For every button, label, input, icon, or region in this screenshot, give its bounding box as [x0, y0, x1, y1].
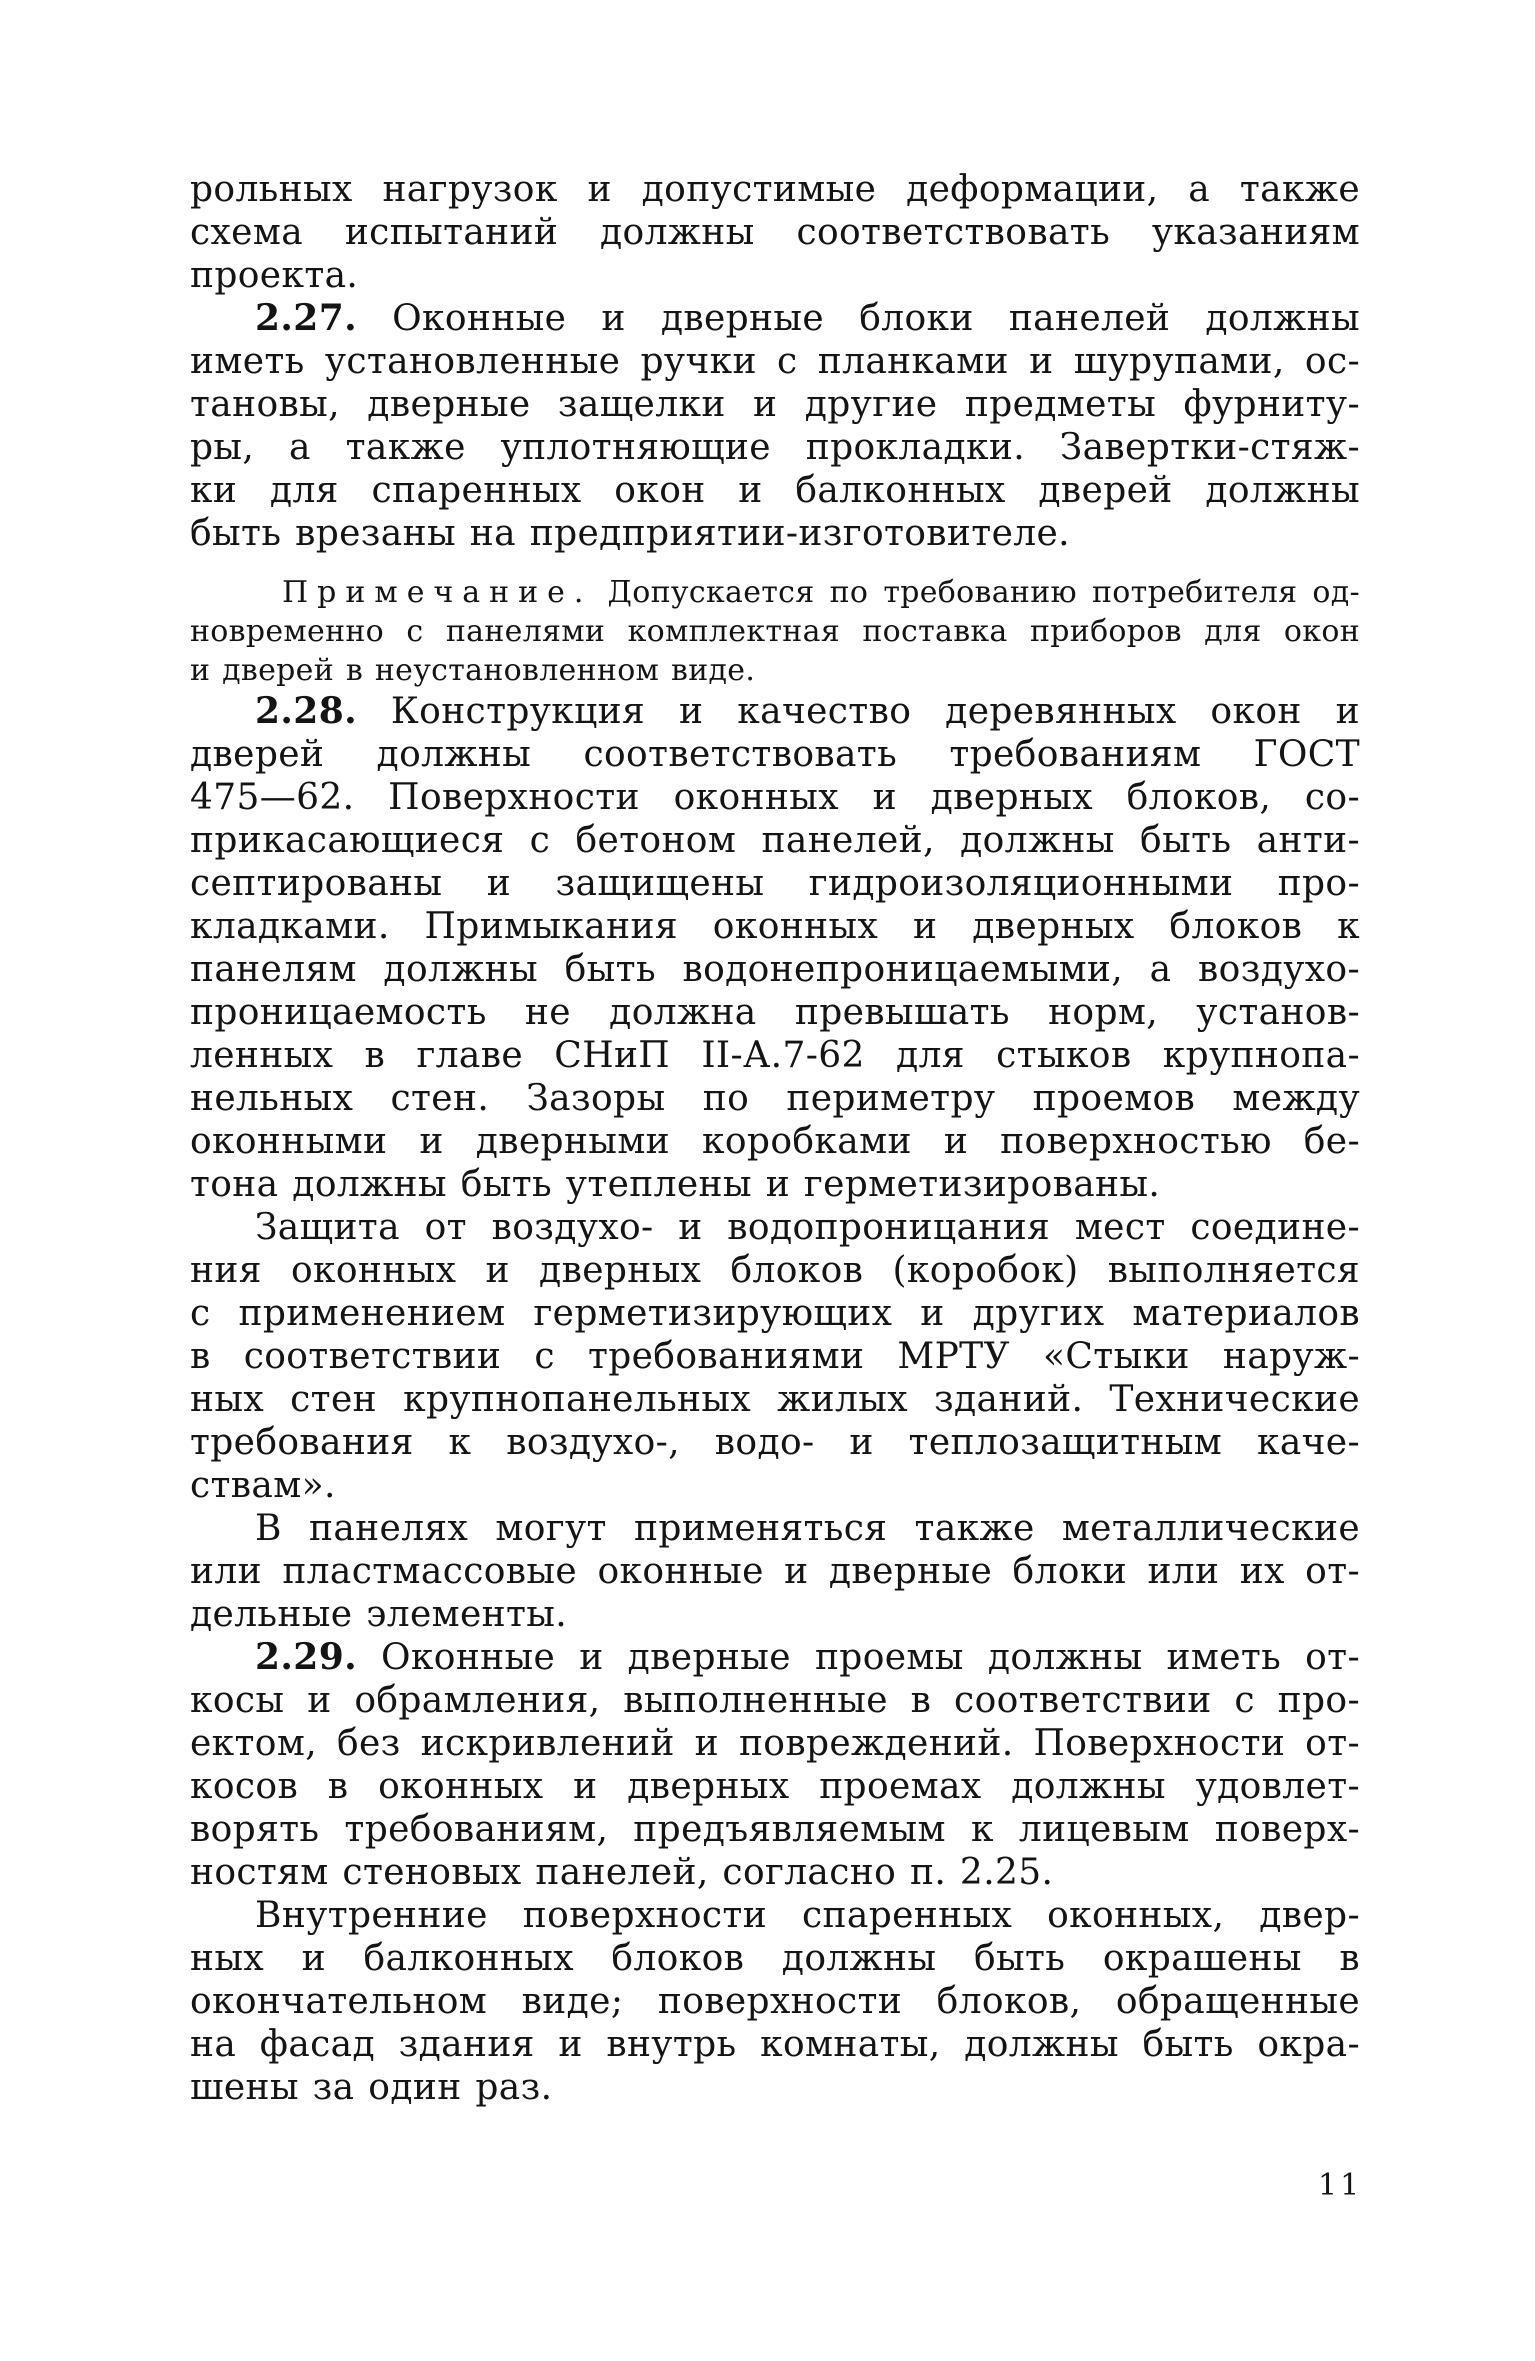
text-line: косы и обрамления, выполненные в соответствии с про- [190, 1680, 1360, 1721]
text-line: 2.29. Оконные и дверные проемы должны иметь от- [255, 1636, 1360, 1678]
text-line: ных стен крупнопанельных жилых зданий. Технические [190, 1379, 1360, 1420]
paragraph-lead: 2.28. [255, 690, 358, 732]
text-line: рольных нагрузок и допустимые деформации, а также [190, 169, 1360, 210]
text-line: 2.27. Оконные и дверные блоки панелей должны [255, 297, 1360, 339]
text-line: требования к воздухо-, водо- и теплозащитным каче- [190, 1422, 1360, 1463]
body-paragraph [190, 1206, 1360, 1507]
text-line: ния оконных и дверных блоков (коробок) выполняется [190, 1250, 1360, 1291]
text-line: ектом, без искривлений и повреждений. Поверхности от- [190, 1723, 1360, 1764]
page-number: 11 [1318, 2168, 1363, 2203]
paragraph-lead: 2.27. [255, 297, 358, 339]
text-line: 475—62. Поверхности оконных и дверных блоков, со- [190, 777, 1360, 818]
text-line: ворять требованиям, предъявляемым к лицевым поверх- [190, 1809, 1360, 1850]
text-line: прикасающиеся с бетоном панелей, должны быть анти- [190, 820, 1360, 861]
text-line: в соответствии с требованиями МРТУ «Стыки наруж- [190, 1336, 1360, 1377]
text-line: косов в оконных и дверных проемах должны удовлет- [190, 1766, 1360, 1807]
body-paragraph [190, 1894, 1360, 2109]
text-block [190, 168, 1360, 2109]
text-line: тона должны быть утеплены и герметизированы. [190, 1164, 1161, 1205]
text-line: ных и балконных блоков должны быть окрашены в [190, 1938, 1360, 1979]
text-line: В панелях могут применяться также металлические [255, 1508, 1360, 1549]
text-line: кладками. Примыкания оконных и дверных блоков к [190, 906, 1360, 947]
note-paragraph [190, 573, 1360, 690]
body-paragraph [190, 168, 1360, 297]
text-line: ностям стеновых панелей, согласно п. 2.25. [190, 1852, 1054, 1893]
text-line: Внутренние поверхности спаренных оконных, двер- [255, 1895, 1360, 1936]
text-line: Примечание. Допускается по требованию потребителя од- [282, 575, 1360, 610]
text-line: дверей должны соответствовать требованиям ГОСТ [190, 734, 1360, 775]
text-line: ствам». [190, 1465, 336, 1506]
text-line: нельных стен. Зазоры по периметру проемов между [190, 1078, 1360, 1119]
paragraph-lead: Примечание. [282, 575, 593, 610]
text-line: с применением герметизирующих и других материалов [190, 1293, 1360, 1334]
text-line: дельные элементы. [190, 1594, 568, 1635]
text-line: окончательном виде; поверхности блоков, обращенные [190, 1981, 1360, 2022]
text-line: или пластмассовые оконные и дверные блоки или их от- [190, 1551, 1360, 1592]
text-line: и дверей в неустановленном виде. [190, 653, 756, 688]
text-line: проекта. [190, 255, 359, 296]
text-line: 2.28. Конструкция и качество деревянных окон и [255, 690, 1360, 732]
paragraph-lead: 2.29. [255, 1636, 358, 1678]
text-line: схема испытаний должны соответствовать указаниям [190, 212, 1360, 253]
text-line: шены за один раз. [190, 2067, 553, 2108]
text-line: проницаемость не должна превышать норм, установ- [190, 992, 1360, 1033]
text-line: ки для спаренных окон и балконных дверей должны [190, 470, 1360, 511]
text-line: септированы и защищены гидроизоляционными про- [190, 863, 1360, 904]
text-line: иметь установленные ручки с планками и шурупами, ос- [190, 341, 1360, 382]
text-line: новременно с панелями комплектная поставка приборов для окон [190, 614, 1360, 649]
text-line: панелям должны быть водонепроницаемыми, а воздухо- [190, 949, 1360, 990]
text-line: тановы, дверные защелки и другие предметы фурниту- [190, 384, 1360, 425]
text-line: ленных в главе СНиП II-А.7-62 для стыков крупнопа- [190, 1035, 1360, 1076]
text-line: оконными и дверными коробками и поверхностью бе- [190, 1121, 1360, 1162]
body-paragraph [190, 1636, 1360, 1894]
text-line: ры, а также уплотняющие прокладки. Завертки-стяж- [190, 427, 1360, 468]
body-paragraph [190, 690, 1360, 1206]
text-line: на фасад здания и внутрь комнаты, должны быть окра- [190, 2024, 1360, 2065]
body-paragraph [190, 1507, 1360, 1636]
text-line: быть врезаны на предприятии-изготовителе. [190, 513, 1070, 554]
text-line: Защита от воздухо- и водопроницания мест соедине- [255, 1207, 1360, 1248]
body-paragraph [190, 297, 1360, 555]
